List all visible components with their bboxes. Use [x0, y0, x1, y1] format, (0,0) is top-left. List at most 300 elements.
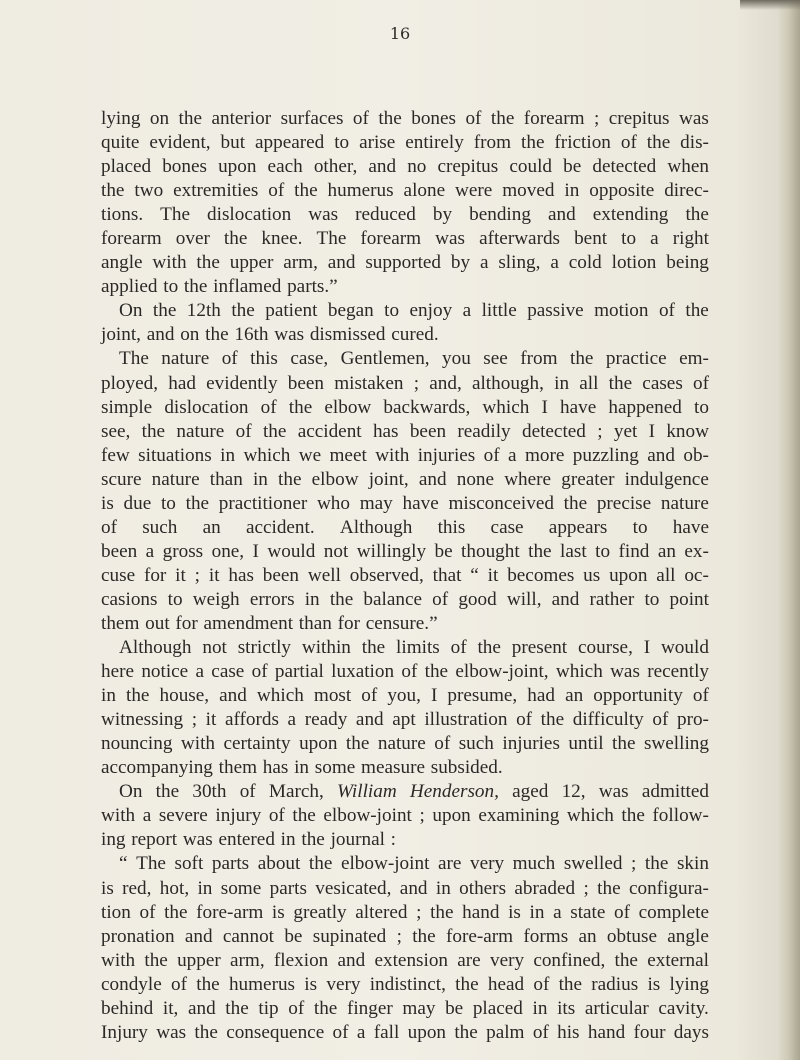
word: hand — [587, 1021, 626, 1043]
word: dislocation — [207, 204, 292, 226]
word: has — [262, 757, 289, 779]
word: may — [359, 492, 393, 514]
word: the — [164, 901, 188, 923]
word: inflamed — [213, 276, 282, 298]
word: red, — [122, 877, 152, 899]
word: a — [550, 252, 559, 274]
word: of — [516, 709, 533, 731]
word: amendment — [203, 612, 294, 634]
word: indulgence — [624, 468, 709, 490]
word: of — [288, 997, 305, 1019]
word: the — [225, 997, 249, 1019]
word: entirely — [405, 132, 464, 154]
word: here — [101, 661, 135, 683]
word: of — [614, 901, 631, 923]
word: head — [487, 973, 525, 995]
word: greatly — [293, 901, 347, 923]
word: placed — [472, 997, 523, 1019]
word: in — [294, 757, 310, 779]
word: has — [228, 564, 254, 586]
word: in — [304, 588, 320, 610]
word: have — [402, 492, 439, 514]
word: opportunity — [593, 685, 683, 707]
word: direc- — [664, 180, 709, 202]
word: very — [469, 853, 505, 875]
word: was — [435, 228, 466, 250]
word: the — [294, 180, 318, 202]
word: report — [131, 829, 178, 851]
word: been — [262, 564, 300, 586]
word: was — [308, 204, 339, 226]
word: ; — [194, 564, 201, 586]
word: upper — [177, 949, 221, 971]
word: had — [168, 372, 196, 394]
word: radius — [591, 973, 639, 995]
word: errors — [249, 588, 295, 610]
word: injuries — [502, 733, 560, 755]
word: not — [323, 540, 349, 562]
word: certainty — [223, 733, 291, 755]
word: to — [621, 228, 637, 250]
word: parts.” — [287, 276, 338, 298]
word: being — [666, 252, 709, 274]
word: arm, — [230, 949, 265, 971]
word: cavity. — [658, 997, 709, 1019]
word: the — [608, 372, 633, 394]
word: the — [301, 829, 325, 851]
word: fore-arm — [196, 901, 264, 923]
word: nature — [176, 420, 225, 442]
word: the — [614, 949, 638, 971]
word: to — [632, 516, 648, 538]
word: situations — [138, 444, 212, 466]
word: was — [156, 1021, 187, 1043]
text-line — [101, 155, 709, 179]
word: puzzling — [572, 444, 639, 466]
word: in — [529, 901, 545, 923]
word: the — [185, 492, 210, 514]
word: two — [134, 180, 164, 202]
word: point — [669, 588, 709, 610]
word: the — [196, 252, 220, 274]
word: nouncing — [101, 733, 173, 755]
word: fore-arm — [445, 925, 514, 947]
word: finger — [346, 997, 393, 1019]
word: cannot — [222, 925, 275, 947]
word: detected — [592, 156, 657, 178]
word: cases — [642, 372, 683, 394]
word: in — [532, 997, 548, 1019]
word: from — [473, 132, 512, 154]
word: is — [101, 877, 114, 899]
page-edge-shadow — [778, 0, 800, 1060]
word: severe — [158, 805, 208, 827]
word: case, — [290, 348, 329, 370]
word: accompanying — [101, 757, 213, 779]
word: On — [119, 781, 143, 803]
text-line — [101, 660, 709, 684]
word: with — [101, 949, 136, 971]
word: forms — [523, 925, 569, 947]
word: which — [566, 805, 614, 827]
text-line — [101, 756, 709, 780]
word: William — [336, 781, 397, 803]
word: practitioner — [218, 492, 308, 514]
word: knee. — [261, 228, 303, 250]
word: I — [643, 637, 651, 659]
word: reduced — [355, 204, 416, 226]
word: the — [231, 300, 255, 322]
word: lotion — [611, 252, 657, 274]
word: upper — [229, 252, 274, 274]
word: I — [430, 685, 438, 707]
word: quite — [101, 132, 140, 154]
word: was — [598, 781, 629, 803]
word: in — [101, 685, 116, 707]
word: out — [145, 612, 170, 634]
text-line — [101, 612, 709, 636]
word: the — [196, 973, 220, 995]
text-line — [101, 588, 709, 612]
text-line — [101, 540, 709, 564]
word: days — [673, 1021, 709, 1043]
word: ; — [631, 853, 637, 875]
word: “ — [119, 853, 128, 875]
word: evident, — [149, 132, 211, 154]
word: tip — [258, 997, 279, 1019]
word: the — [288, 396, 313, 418]
word: present — [511, 637, 568, 659]
text-line — [101, 925, 709, 949]
word: house, — [159, 685, 210, 707]
word: have — [672, 516, 709, 538]
word: scure — [101, 468, 142, 490]
text-line — [101, 852, 709, 876]
word: sling, — [498, 252, 541, 274]
text-line — [101, 251, 709, 275]
word: in — [252, 468, 268, 490]
word: cold — [568, 252, 602, 274]
word: all — [656, 564, 676, 586]
word: opposite — [589, 180, 655, 202]
word: simple — [101, 396, 153, 418]
word: upon — [432, 805, 471, 827]
word: will, — [506, 588, 542, 610]
word: to — [384, 300, 400, 322]
word: notice — [141, 661, 189, 683]
word: know — [666, 420, 709, 442]
word: have — [559, 396, 597, 418]
word: swelled — [563, 853, 623, 875]
word: was — [678, 108, 709, 129]
word: humerus — [327, 180, 394, 202]
word: none — [456, 468, 495, 490]
word: angle — [667, 925, 709, 947]
word: misconceived — [448, 492, 554, 514]
word: course, — [578, 637, 633, 659]
word: dislocation — [164, 396, 249, 418]
word: elbow-joint — [340, 853, 430, 875]
word: of — [620, 132, 637, 154]
word: afterwards — [479, 228, 561, 250]
word: see — [483, 348, 508, 370]
word: and — [418, 468, 447, 490]
word: ready — [304, 709, 348, 731]
word: them — [218, 757, 258, 779]
word: of — [268, 805, 285, 827]
word: of — [432, 588, 449, 610]
word: yet — [613, 420, 638, 442]
word: would — [660, 637, 709, 659]
word: and, — [429, 372, 462, 394]
word: thought — [461, 540, 520, 562]
word: a — [479, 252, 489, 274]
word: of — [465, 108, 482, 129]
word: in — [220, 444, 236, 466]
word: which — [482, 396, 530, 418]
word: ex- — [684, 540, 709, 562]
word: to — [163, 276, 179, 298]
word: some — [220, 877, 262, 899]
word: lying — [101, 108, 141, 129]
word: it — [208, 564, 220, 586]
word: until — [568, 733, 604, 755]
word: such — [142, 516, 178, 538]
page-number: 16 — [389, 24, 411, 43]
word: parts — [211, 853, 250, 875]
word: the — [477, 637, 501, 659]
word: and — [337, 949, 366, 971]
word: this — [437, 516, 466, 538]
word: I — [541, 396, 548, 418]
word: that — [432, 564, 462, 586]
word: of — [101, 516, 117, 538]
word: “ — [470, 564, 479, 586]
word: is — [101, 492, 114, 514]
word: to — [694, 396, 709, 418]
word: hot, — [159, 877, 190, 899]
word: oc- — [684, 564, 709, 586]
word: nature — [161, 348, 210, 370]
word: follow- — [652, 805, 709, 827]
word: pro- — [676, 709, 709, 731]
word: the — [313, 997, 338, 1019]
word: ; — [396, 925, 402, 947]
word: cuse — [101, 564, 136, 586]
word: of — [401, 661, 418, 683]
word: detected — [521, 420, 586, 442]
word: subsided. — [430, 757, 503, 779]
word: articular — [584, 997, 649, 1019]
word: the — [262, 420, 287, 442]
word: willingly — [356, 540, 427, 562]
word: soft — [174, 853, 204, 875]
word: the — [144, 949, 168, 971]
word: ployed, — [101, 372, 159, 394]
word: measure — [361, 757, 425, 779]
word: been — [101, 540, 138, 562]
word: apt — [392, 709, 416, 731]
word: injuries — [417, 444, 476, 466]
word: balance — [363, 588, 423, 610]
word: no — [407, 156, 427, 178]
word: of — [251, 661, 268, 683]
word: you, — [387, 685, 421, 707]
word: and — [551, 588, 580, 610]
word: been — [287, 372, 324, 394]
word: upon — [218, 156, 257, 178]
text-line — [101, 828, 709, 852]
word: began — [327, 300, 374, 322]
text-line — [101, 492, 709, 516]
word: them — [101, 612, 140, 634]
word: to — [595, 540, 611, 562]
word: in — [435, 877, 451, 899]
word: : — [390, 829, 397, 851]
word: be — [563, 156, 582, 178]
word: and — [184, 925, 213, 947]
word: are — [437, 853, 462, 875]
word: see, — [101, 420, 131, 442]
word: the — [540, 709, 565, 731]
word: bent — [574, 228, 608, 250]
word: arise — [359, 132, 396, 154]
word: dis- — [680, 132, 709, 154]
word: than — [209, 468, 243, 490]
word: affords — [224, 709, 279, 731]
word: a — [195, 661, 205, 683]
word: is — [271, 901, 285, 923]
word: mistaken — [334, 372, 404, 394]
word: external — [647, 949, 709, 971]
word: state — [570, 901, 606, 923]
word: readily — [457, 420, 511, 442]
word: The — [136, 853, 166, 875]
word: accident. — [245, 516, 315, 538]
word: when — [667, 156, 709, 178]
word: bending — [469, 204, 531, 226]
word: partial — [274, 661, 324, 683]
word: is — [304, 973, 318, 995]
word: in — [564, 180, 580, 202]
word: configura- — [628, 877, 709, 899]
text-line — [101, 708, 709, 732]
word: of — [450, 637, 467, 659]
word: was — [182, 829, 213, 851]
word: a — [508, 444, 517, 466]
word: an — [578, 925, 597, 947]
word: the — [563, 492, 588, 514]
word: nature — [151, 468, 200, 490]
word: extremities — [173, 180, 259, 202]
word: a — [462, 300, 472, 322]
word: some — [314, 757, 356, 779]
text-line — [101, 636, 709, 660]
word: and — [146, 324, 175, 346]
word: the — [685, 300, 709, 322]
text-line — [101, 179, 709, 203]
word: joint, — [101, 324, 141, 346]
word: upon — [609, 564, 648, 586]
word: upon — [407, 1021, 446, 1043]
word: 12th — [186, 300, 221, 322]
text-line — [101, 997, 709, 1021]
word: the — [378, 108, 402, 129]
text-line — [101, 732, 709, 756]
word: it, — [162, 997, 179, 1019]
word: passive — [527, 300, 584, 322]
word: moved — [502, 180, 555, 202]
word: elbow — [311, 468, 359, 490]
word: of — [235, 420, 252, 442]
word: tion — [101, 901, 131, 923]
word: journal — [330, 829, 385, 851]
word: parts — [269, 877, 307, 899]
word: on — [149, 108, 170, 129]
word: a — [145, 540, 155, 562]
word: of — [434, 733, 451, 755]
word: to — [160, 492, 176, 514]
word: right — [672, 228, 709, 250]
word: casions — [101, 588, 158, 610]
word: this — [250, 348, 278, 370]
word: I — [648, 420, 656, 442]
word: elbow — [324, 396, 372, 418]
text-line — [101, 468, 709, 492]
word: of — [352, 108, 369, 129]
word: motion — [594, 300, 649, 322]
word: pronation — [101, 925, 175, 947]
word: and — [368, 156, 397, 178]
word: elbow-joint — [323, 805, 412, 827]
word: I — [252, 540, 259, 562]
word: the — [621, 805, 645, 827]
word: well — [307, 564, 341, 586]
word: last — [560, 540, 587, 562]
word: Henderson, — [409, 781, 499, 803]
word: bones — [162, 156, 207, 178]
word: fall — [373, 1021, 400, 1043]
word: by — [432, 204, 453, 226]
word: his — [557, 1021, 580, 1043]
word: the — [101, 180, 125, 202]
word: although, — [471, 372, 544, 394]
page-corner-shadow — [740, 0, 800, 10]
word: a — [356, 1021, 366, 1043]
text-line — [101, 347, 709, 371]
word: extension — [374, 949, 449, 971]
word: to — [334, 132, 350, 154]
text-line — [101, 420, 709, 444]
word: abraded — [514, 877, 576, 899]
body-text — [101, 107, 709, 1045]
text-line — [101, 949, 709, 973]
word: nature — [377, 733, 426, 755]
word: case — [490, 516, 524, 538]
word: the — [194, 1021, 218, 1043]
word: who — [316, 492, 350, 514]
word: joint, — [368, 468, 409, 490]
word: the — [183, 276, 208, 298]
text-line — [101, 901, 709, 925]
word: presume, — [447, 685, 518, 707]
word: becomes — [507, 564, 575, 586]
word: supported — [365, 252, 442, 274]
word: the — [345, 733, 370, 755]
word: very — [489, 949, 525, 971]
word: in — [554, 372, 570, 394]
word: palm — [486, 1021, 525, 1043]
